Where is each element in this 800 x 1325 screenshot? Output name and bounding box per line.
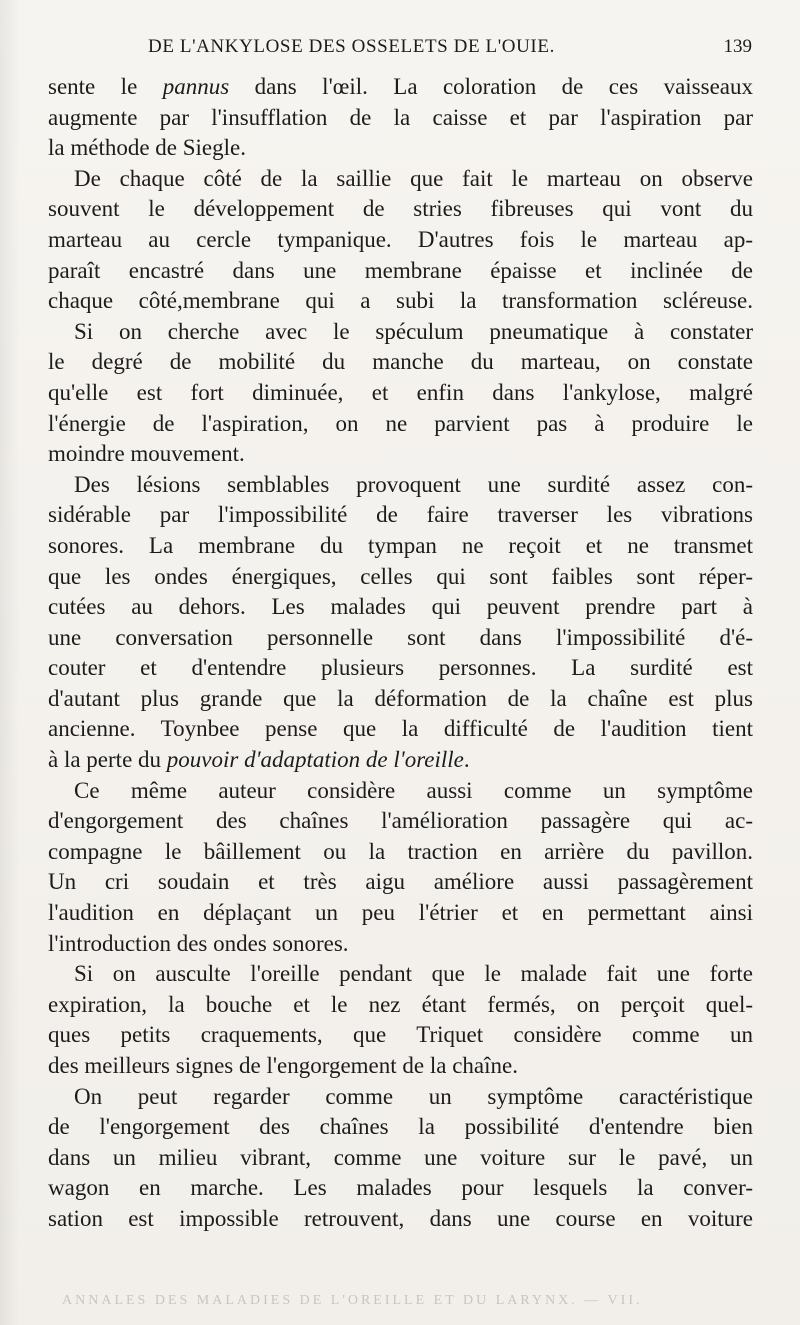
text-line: le degré de mobilité du manche du marteau, on constate <box>48 349 753 375</box>
paragraph-first-line: Si on cherche avec le spéculum pneumatique à constater <box>74 318 753 344</box>
running-header <box>0 36 800 66</box>
text-line: paraît encastré dans une membrane épaisse et inclinée de <box>48 257 753 283</box>
text-line: que les ondes énergiques, celles qui sont faibles sont réper- <box>48 563 753 589</box>
text-line: Un cri soudain et très aigu améliore aussi passagèrement <box>48 869 753 895</box>
text-line: d'engorgement des chaînes l'amélioration passagère qui ac- <box>48 808 753 834</box>
text-line: des meilleurs signes de l'engorgement de la chaîne. <box>48 1053 518 1078</box>
text-line: wagon en marche. Les malades pour lesquels la conver- <box>48 1175 753 1201</box>
text-line: couter et d'entendre plusieurs personnes. La surdité est <box>48 655 753 681</box>
text-line: d'autant plus grande que la déformation de la chaîne est plus <box>48 685 753 711</box>
text-line: expiration, la bouche et le nez étant fermés, on perçoit quel- <box>48 991 753 1017</box>
text-line: cutées au dehors. Les malades qui peuvent prendre part à <box>48 594 753 620</box>
text-line: l'audition en déplaçant un peu l'étrier et en permettant ainsi <box>48 900 753 926</box>
text-line: sation est impossible retrouvent, dans une course en voiture <box>48 1205 753 1231</box>
text-line: compagne le bâillement ou la traction en arrière du pavillon. <box>48 838 753 864</box>
text-line: l'énergie de l'aspiration, on ne parvient pas à produire le <box>48 410 753 436</box>
italic-term: pannus <box>162 74 230 99</box>
text-line: l'introduction des ondes sonores. <box>48 930 349 956</box>
page-number: 139 <box>723 36 752 57</box>
paragraph-first-line: Si on ausculte l'oreille pendant que le malade fait une forte <box>74 961 753 987</box>
text-line: de l'engorgement des chaînes la possibilité d'entendre bien <box>48 1114 753 1140</box>
text-line: ques petits craquements, que Triquet considère comme un <box>48 1022 753 1048</box>
text-line: marteau au cercle tympanique. D'autres fois le marteau ap- <box>48 226 753 252</box>
text-line: qu'elle est fort diminuée, et enfin dans l'ankylose, malgré <box>48 379 753 405</box>
text-line: une conversation personnelle sont dans l'impossibilité d'é- <box>48 624 753 650</box>
page-gutter-shadow <box>0 0 20 1325</box>
body-text <box>48 72 753 1235</box>
text-line: à la perte du pouvoir d'adaptation de l'oreille. <box>48 747 470 773</box>
paragraph-first-line: Ce même auteur considère aussi comme un symptôme <box>74 777 753 803</box>
text-line: sidérable par l'impossibilité de faire traverser les vibrations <box>48 502 753 528</box>
text-line: augmente par l'insufflation de la caisse et par l'aspiration par <box>48 104 753 130</box>
text-line: la méthode de Siegle. <box>48 135 246 161</box>
text-line: souvent le développement de stries fibreuses qui vont du <box>48 196 753 222</box>
text-line: dans un milieu vibrant, comme une voiture sur le pavé, un <box>48 1144 753 1170</box>
paragraph-first-line: De chaque côté de la saillie que fait le marteau on observe <box>74 165 753 191</box>
paragraph-first-line: On peut regarder comme un symptôme caractéristique <box>74 1083 753 1109</box>
text-line: sente le pannus dans l'œil. La coloration de ces vaisseaux <box>48 74 753 99</box>
text-line: ancienne. Toynbee pense que la difficulté de l'audition tient <box>48 716 753 742</box>
italic-phrase: pouvoir d'adaptation de l'oreille <box>166 747 464 773</box>
text-line: sonores. La membrane du tympan ne reçoit et ne transmet <box>48 532 753 558</box>
running-head-title: DE L'ANKYLOSE DES OSSELETS DE L'OUIE. <box>148 36 555 57</box>
paragraph-first-line: Des lésions semblables provoquent une surdité assez con- <box>74 471 753 497</box>
text-line: chaque côté,membrane qui a subi la transformation scléreuse. <box>48 288 753 314</box>
text-line: moindre mouvement. <box>48 441 245 467</box>
bleed-through-footer: ANNALES DES MALADIES DE L'OREILLE ET DU LARYNX. — VII. <box>62 1293 643 1308</box>
